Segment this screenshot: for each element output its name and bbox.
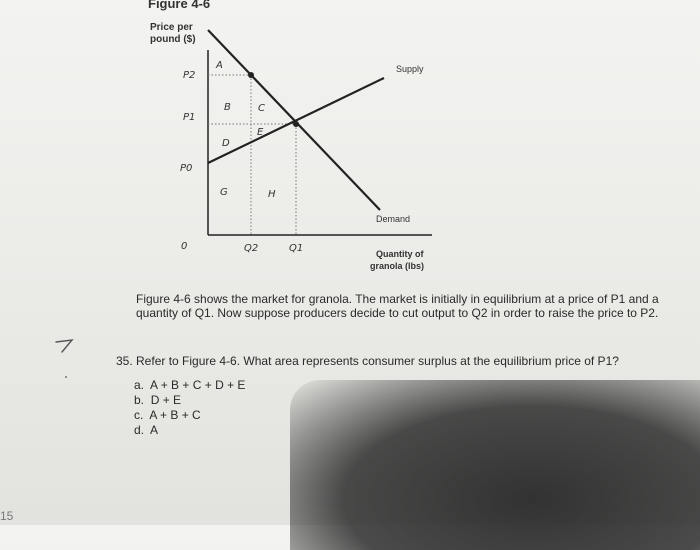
q2-label: Q2 — [244, 243, 259, 254]
question-text: 35. Refer to Figure 4-6. What area represents consumer surplus at the equilibrium price of P1? — [116, 354, 619, 368]
x-axis-label-line1: Quantity of — [376, 249, 424, 259]
answer-letter: a. — [134, 378, 145, 392]
equilibrium-point — [293, 121, 299, 127]
answer-text: D + E — [150, 393, 182, 407]
area-g-label: G — [220, 187, 228, 198]
p2-label: P2 — [183, 70, 196, 81]
answer-letter: c. — [134, 408, 144, 422]
answer-letter: d. — [134, 423, 145, 437]
origin-label: 0 — [181, 241, 188, 252]
area-d-label: D — [222, 138, 230, 149]
answer-text: A + B + C + D + E — [150, 378, 246, 392]
area-b-label: B — [224, 102, 231, 113]
answer-option-b[interactable] — [134, 393, 245, 408]
page-number: 15 — [0, 509, 14, 523]
supply-curve — [208, 78, 384, 163]
answer-letter: b. — [134, 393, 145, 407]
answer-option-a[interactable] — [134, 378, 245, 393]
y-axis-label-line2: pound ($) — [150, 34, 196, 45]
answer-list — [134, 378, 245, 438]
supply-label: Supply — [396, 64, 424, 74]
area-c-label: C — [258, 103, 265, 114]
q1-label: Q1 — [289, 243, 304, 254]
x-axis-label-line2: granola (lbs) — [370, 261, 425, 271]
demand-label: Demand — [376, 214, 411, 224]
y-axis-label-line1: Price per — [150, 22, 193, 33]
handwritten-mark-icon — [52, 334, 82, 384]
area-e-label: E — [257, 127, 264, 138]
p1-label: P1 — [183, 112, 196, 123]
figure-description: Figure 4-6 shows the market for granola. The market is initially in equilibrium at a price of P1 and a quantity of Q1. Now suppose producers decide to cut output to Q2 in order to raise the price to P2. — [136, 292, 659, 320]
answer-option-c[interactable] — [134, 408, 245, 423]
answer-text: A — [150, 423, 159, 437]
area-h-label: H — [268, 189, 276, 200]
point-q2-p2 — [248, 72, 254, 78]
demand-curve — [208, 30, 380, 210]
figure-title: Figure 4-6 — [148, 0, 211, 11]
area-a-label: A — [216, 60, 223, 71]
p0-label: P0 — [180, 163, 193, 174]
answer-text: A + B + C — [149, 408, 201, 422]
answer-option-d[interactable] — [134, 423, 245, 438]
